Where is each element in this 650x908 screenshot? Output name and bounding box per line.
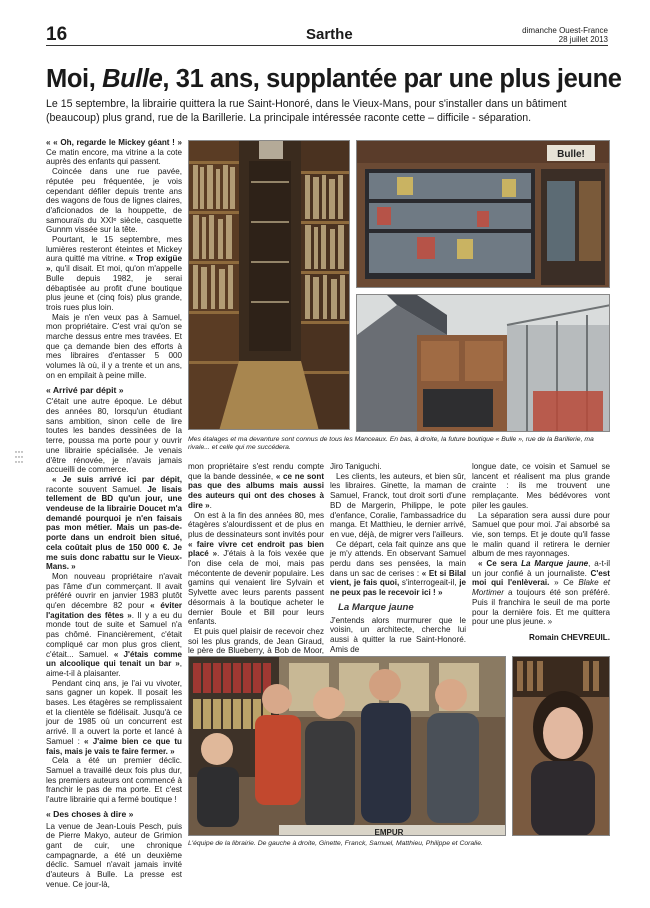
paragraph: longue date, ce voisin et Samuel se lancent et réalisent ma plus grande crainte : ils me trouvent une remplaçante. Mes bédévores vont piler les gaules.	[472, 462, 610, 510]
paragraph: La séparation sera aussi dure pour Samuel que pour moi. J'ai absorbé sa vie, son temps. Et je doute qu'il fasse le malin quand il retirera le dernier album de mes rayonnages.	[472, 510, 610, 559]
article-column-2	[188, 462, 324, 675]
article-column-1	[46, 138, 182, 889]
photo-caption-top: Mes étalages et ma devanture sont connus de tous les Manceaux. En bas, à droite, la future boutique « Bulle », rue de la Barillerie, ma rivale... et celle qui me succédera.	[188, 436, 594, 452]
section-name: Sarthe	[306, 26, 353, 43]
page-number: 16	[46, 24, 68, 45]
paragraph: J'entends alors murmurer que le voisin, un architecte, cherche lui aussi à quitter la rue Saint-Honoré. Amis de	[330, 615, 466, 654]
paragraph: Mon nouveau propriétaire n'avait pas l'âme d'un commerçant. Il avait préféré ouvrir en janvier 1983 plutôt qu'en décembre 82 pour « éviter l'agitation des fêtes ». Il y a eu du monde tout de suite et Samuel n'a pas chômé. Financièrement, c'était compliqué car mon plus gros client, c'était... Samuel. « J'étais comme un alcoolique qui tenait un bar », aime-t-il à plaisanter.	[46, 571, 183, 678]
paragraph: Ce départ, cela fait quinze ans que je m'y attends. En observant Samuel perdu dans ses pensées, la main dans un sac de cerises : « Et si Bilal vient, je fais quoi, s'interrogeait-il, je ne peux pas le recevoir ici ! »	[330, 539, 466, 598]
paragraph: Pendant cinq ans, je l'ai vu vivoter, sans gagner un kopek. Il posait les bases. Les étagères se remplissaient et la clientèle se fidélisait. Jusqu'à ce jour de 1985 où un concurrent est arrivé. Il a ouvert la porte et lancé à Samuel : « J'aime bien ce que tu fais, mais je vais te faire fermer. »	[46, 678, 182, 756]
future-shop-building-photo	[356, 294, 610, 432]
standfirst: Le 15 septembre, la librairie quittera la rue Saint-Honoré, dans le Vieux-Mans, pour s'installer dans un bâtiment (beaucoup) plus grand, rue de la Barillerie. La principale intéressée raconte cette – difficile - séparation.	[46, 98, 567, 124]
paragraph: Et puis quel plaisir de recevoir chez soi les plus grands, de Jean Giraud, le père de Blueberry, à Bob de Moor,	[188, 626, 324, 656]
shopfront-photo	[356, 140, 610, 288]
headline-pre: Moi,	[46, 65, 103, 93]
shop-sign-text: Bulle!	[557, 149, 585, 160]
paragraph: mon propriétaire s'est rendu compte que la bande dessinée, « ce ne sont pas que des albums mais aussi des auteurs qui ont des choses à dire ».	[188, 462, 325, 510]
headline	[46, 64, 622, 94]
team-photo	[188, 656, 506, 836]
newspaper-date-line1: dimanche Ouest-France	[522, 26, 608, 35]
intertitle: La Marque jaune	[338, 601, 414, 613]
page-header	[46, 24, 608, 46]
paragraph: Coincée dans une rue pavée, réputée peu fréquentée, je vois cependant défiler depuis trente ans des wagons de fous de lignes claires, d'aficionados de la houppette, de samouraïs du XXIᵉ siècle, casquette Gunnm vissée sur la tête.	[46, 167, 182, 235]
paragraph: « Ce sera La Marque jaune, a-t-il un jour confié à un journaliste. C'est moi qui l'enlèverai. » Ce Blake et Mortimer a toujours été son préféré. Puis il franchira le seuil de ma porte pour la dernière fois. Et me quittera pour une plus jeune. »	[472, 559, 611, 627]
signature: Romain CHEVREUIL.	[529, 632, 610, 642]
photo-caption-bottom: L'équipe de la librairie. De gauche à droite, Ginette, Franck, Samuel, Matthieu, Philippe et Coralie.	[188, 840, 483, 847]
paragraph: Mais je n'en veux pas à Samuel, mon propriétaire. C'est vrai qu'on se marche dessus entre mes travées. Et que ça demande bien des efforts à mes libraires d'entasser 5 000 volumes là où, il y a trente et un ans, on en empilait à peine mille.	[46, 312, 182, 380]
paragraph: C'était une autre époque. Le début des années 80, lorsqu'un étudiant sans ambition, sinon celle de lire toutes les bandes dessinées de la terre, poussa ma porte pour y ouvrir une librairie spécialisée. Je venais d'être rénovée, je n'avais jamais accueilli de commerce.	[46, 397, 182, 475]
margin-dots-decoration	[14, 450, 24, 466]
paragraph: Les clients, les auteurs, et bien sûr, les libraires. Ginette, la maman de Samuel, Franck, tout droit sorti d'une BD de Margerin, Philippe, le pote d'enfance, Coralie, l'ambassadrice du manga. Et Matthieu, le dernier arrivé, en vue, déjà, de migrer vers l'ailleurs.	[330, 471, 466, 539]
intertitle: « Des choses à dire »	[46, 808, 134, 819]
date-block	[522, 26, 608, 44]
paragraph: Cela a été un premier déclic. Samuel a travaillé deux fois plus dur, les premiers auteurs ont commencé à franchir le pas de ma porte. Et c'est l'autre librairie qui a fermé boutique !	[46, 756, 182, 805]
paragraph: On est à la fin des années 80, mes étagères s'alourdissent et de plus en plus de dessinateurs sont invités pour « faire vivre cet endroit pas bien placé ». J'étais à la fois vexée que l'on dise cela de moi, mais pas mécontente de devenir populaire. Les gamins qui venaient lire Sylvain et Sylvette avec leurs parents passent désormais à la boutique acheter le dernier Boule et Bill pour leurs enfants.	[188, 510, 324, 627]
headline-post: , 31 ans, supplantée par une plus jeune	[162, 65, 622, 93]
article-column-3	[330, 462, 466, 654]
paragraph: Jiro Taniguchi.	[330, 462, 382, 471]
newspaper-date-line2: 28 juillet 2013	[558, 35, 608, 44]
paragraph: La venue de Jean-Louis Pesch, puis de Pierre Makyo, auteur de Grimion gant de cuir, une chronique campagnarde, a été un deuxième déclic. Samuel n'avait jamais invité d'auteurs à Bulle. La presse est venue. Ce jour-là,	[46, 821, 182, 889]
coralie-portrait-photo	[512, 656, 610, 836]
paragraph: Pourtant, le 15 septembre, mes lumières resteront éteintes et Mickey aura quitté ma vitrine. « Trop exigüe », qu'il disait. Et moi, qu'on m'appelle Bulle depuis 1982, je serai débaptisée au profit d'une boutique plus jeune et (cinq fois) plus grande, trois rues plus loin.	[46, 235, 182, 312]
poster-text: EMPUR	[374, 828, 404, 836]
paragraph: « « Oh, regarde le Mickey géant ! » Ce matin encore, ma vitrine a la cote auprès des enfants qui passent.	[46, 138, 182, 167]
shop-interior-photo	[188, 140, 350, 430]
paragraph: « Je suis arrivé ici par dépit, raconte souvent Samuel. Je lisais tellement de BD qu'un jour, une vendeuse de la librairie Doucet m'a demandé pourquoi je n'en faisais pas mon métier. Mais un pas-de-porte dans un endroit bien situé, cela coûtait plus de 150 000 €. Je me suis donc rabattu sur le Vieux-Mans. »	[46, 474, 182, 572]
intertitle: « Arrivé par dépit »	[46, 384, 124, 395]
article-column-4	[472, 462, 610, 643]
headline-name: Bulle	[102, 65, 163, 93]
